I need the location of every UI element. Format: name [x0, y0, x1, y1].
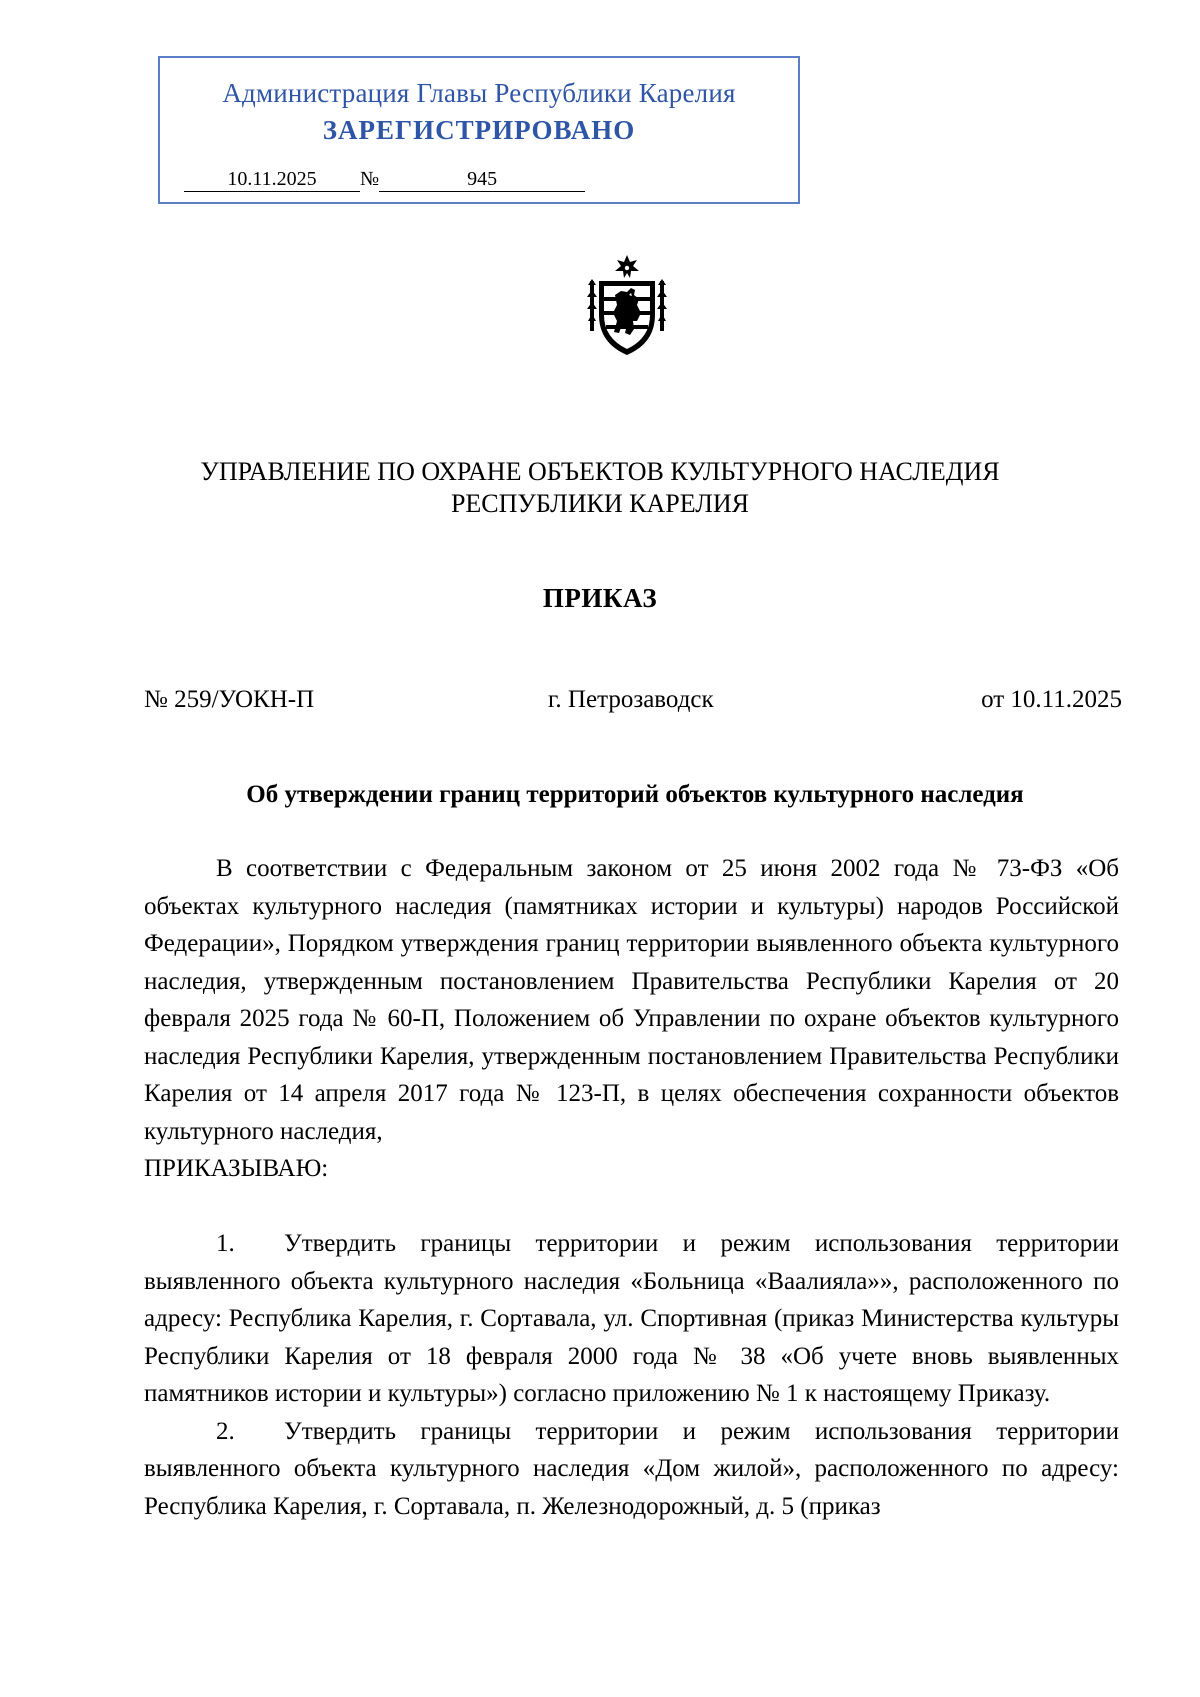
order-date: от 10.11.2025: [981, 686, 1122, 713]
organization-name: [0, 456, 1200, 520]
item-number: 1.: [216, 1230, 235, 1257]
item-text: Утвердить границы территории и режим использования территории выявленного объекта культурного наследия «Больница «Ваалияла»», расположенного по адресу: Республика Карелия, г. Сортавала, ул. Спортивная (приказ Министерства культуры Республики Карелия от 18 февраля 2000 года № 38 «Об учете вновь выявленных памятников истории и культуры») согласно приложению № 1 к настоящему Приказу.: [144, 1230, 1119, 1407]
stamp-number: 945: [379, 168, 585, 192]
order-city: г. Петрозаводск: [548, 686, 714, 713]
stamp-status: ЗАРЕГИСТРИРОВАНО: [322, 115, 636, 145]
order-subject: Об утверждении границ территорий объектов культурного наследия: [246, 781, 1024, 808]
item-number: 2.: [216, 1417, 235, 1445]
org-line-1: УПРАВЛЕНИЕ ПО ОХРАНЕ ОБЪЕКТОВ КУЛЬТУРНОГО НАСЛЕДИЯ: [200, 457, 1000, 486]
document-type: ПРИКАЗ: [542, 583, 658, 613]
order-body: [144, 850, 1119, 1525]
coat-of-arms-icon: [587, 255, 667, 357]
order-item-2: [144, 1413, 1119, 1526]
stamp-authority: Администрация Главы Республики Карелия: [222, 78, 736, 108]
stamp-registration-line: [184, 168, 585, 192]
order-item-1: [144, 1225, 1119, 1413]
preamble-paragraph: В соответствии с Федеральным законом от 25 июня 2002 года № 73-ФЗ «Об объектах культурного наследия (памятниках истории и культуры) народов Российской Федерации», Порядком утверждения границ территории выявленного объекта культурного наследия, утвержденным постановлением Правительства Республики Карелия от 20 февраля 2025 года № 60-П, Положением об Управлении по охране объектов культурного наследия Республики Карелия, утвержденным постановлением Правительства Республики Карелия от 14 апреля 2017 года № 123-П, в целях обеспечения сохранности объектов культурного наследия,: [144, 855, 1119, 1145]
org-line-2: РЕСПУБЛИКИ КАРЕЛИЯ: [450, 489, 750, 518]
stamp-number-label: №: [360, 168, 380, 190]
directive-word: ПРИКАЗЫВАЮ:: [144, 1155, 329, 1182]
item-text: Утвердить границы территории и режим использования территории выявленного объекта культурного наследия «Дом жилой», расположенного по адресу: Республика Карелия, г. Сортавала, п. Железнодорожный, д. 5 (приказ: [144, 1417, 1119, 1520]
stamp-date: 10.11.2025: [184, 168, 360, 192]
order-number: № 259/УОКН-П: [144, 686, 315, 713]
registration-stamp: [158, 56, 800, 204]
